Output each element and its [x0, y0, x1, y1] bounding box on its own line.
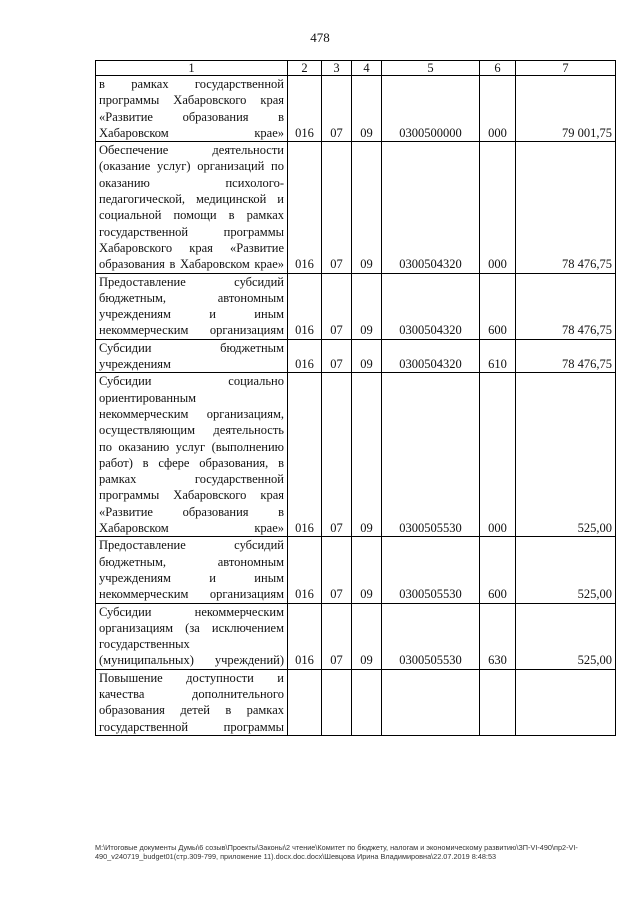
amount: 78 476,75	[516, 339, 616, 373]
table-row	[96, 373, 616, 537]
table-row	[96, 142, 616, 273]
expense-type-code	[480, 669, 516, 735]
row-description: Предоставление субсидий бюджетным, автономным учреждениям и иным некоммерческим организациям	[96, 537, 288, 603]
amount: 525,00	[516, 373, 616, 537]
amount	[516, 669, 616, 735]
amount: 525,00	[516, 537, 616, 603]
section-code: 07	[322, 76, 352, 142]
amount: 78 476,75	[516, 273, 616, 339]
expense-type-code: 000	[480, 142, 516, 273]
column-header-6: 6	[480, 61, 516, 76]
subsection-code: 09	[352, 603, 382, 669]
target-article-code: 0300500000	[382, 76, 480, 142]
ministry-code: 016	[288, 373, 322, 537]
column-header-5: 5	[382, 61, 480, 76]
expense-type-code: 000	[480, 76, 516, 142]
table-row	[96, 273, 616, 339]
budget-table	[95, 60, 616, 736]
ministry-code: 016	[288, 537, 322, 603]
column-header-4: 4	[352, 61, 382, 76]
section-code: 07	[322, 537, 352, 603]
expense-type-code: 600	[480, 273, 516, 339]
row-description: Предоставление субсидий бюджетным, автономным учреждениям и иным некоммерческим организациям	[96, 273, 288, 339]
ministry-code: 016	[288, 142, 322, 273]
row-description: Обеспечение деятельности (оказание услуг) организаций по оказанию психолого-педагогической, медицинской и социальной помощи в рамках государственной программы Хабаровского края «Развитие образования в Хабаровском крае»	[96, 142, 288, 273]
subsection-code: 09	[352, 537, 382, 603]
section-code	[322, 669, 352, 735]
column-header-7: 7	[516, 61, 616, 76]
subsection-code: 09	[352, 142, 382, 273]
row-description: Субсидии бюджетным учреждениям	[96, 339, 288, 373]
section-code: 07	[322, 603, 352, 669]
row-description: Повышение доступности и качества дополнительного образования детей в рамках государственной программы	[96, 669, 288, 735]
section-code: 07	[322, 373, 352, 537]
amount: 78 476,75	[516, 142, 616, 273]
expense-type-code: 610	[480, 339, 516, 373]
expense-type-code: 000	[480, 373, 516, 537]
target-article-code: 0300505530	[382, 373, 480, 537]
row-description: в рамках государственной программы Хабаровского края «Развитие образования в Хабаровском крае»	[96, 76, 288, 142]
ministry-code: 016	[288, 339, 322, 373]
subsection-code	[352, 669, 382, 735]
target-article-code: 0300504320	[382, 339, 480, 373]
table-row	[96, 339, 616, 373]
subsection-code: 09	[352, 76, 382, 142]
expense-type-code: 630	[480, 603, 516, 669]
column-header-3: 3	[322, 61, 352, 76]
target-article-code: 0300505530	[382, 537, 480, 603]
table-row	[96, 669, 616, 735]
page-number: 478	[310, 30, 330, 45]
ministry-code: 016	[288, 273, 322, 339]
column-header-2: 2	[288, 61, 322, 76]
table-row	[96, 603, 616, 669]
table-row	[96, 537, 616, 603]
section-code: 07	[322, 142, 352, 273]
subsection-code: 09	[352, 273, 382, 339]
column-header-1: 1	[96, 61, 288, 76]
row-description: Субсидии социально ориентированным некоммерческим организациям, осуществляющим деятельность по оказанию услуг (выполнению работ) в сфере образования, в рамках государственной программы Хабаровского края «Развитие образования в Хабаровском крае»	[96, 373, 288, 537]
target-article-code	[382, 669, 480, 735]
row-description: Субсидии некоммерческим организациям (за исключением государственных (муниципальных) учреждений)	[96, 603, 288, 669]
amount: 525,00	[516, 603, 616, 669]
document-path-footer: M:\Итоговые документы Думы\6 созыв\Проекты\Законы\2 чтение\Комитет по бюджету, налогам и экономическому развитию\ЗП-VI-490\пр2-VI-490_v240719_budget01(стр.309-799, приложение 11).docx.doc.docx\Шевцова Ирина Владимировна\22.07.2019 8:48:53	[95, 843, 578, 861]
amount: 79 001,75	[516, 76, 616, 142]
target-article-code: 0300504320	[382, 142, 480, 273]
target-article-code: 0300505530	[382, 603, 480, 669]
expense-type-code: 600	[480, 537, 516, 603]
section-code: 07	[322, 339, 352, 373]
target-article-code: 0300504320	[382, 273, 480, 339]
subsection-code: 09	[352, 373, 382, 537]
subsection-code: 09	[352, 339, 382, 373]
table-row	[96, 76, 616, 142]
ministry-code: 016	[288, 603, 322, 669]
ministry-code: 016	[288, 76, 322, 142]
header-row	[96, 61, 616, 76]
ministry-code	[288, 669, 322, 735]
section-code: 07	[322, 273, 352, 339]
